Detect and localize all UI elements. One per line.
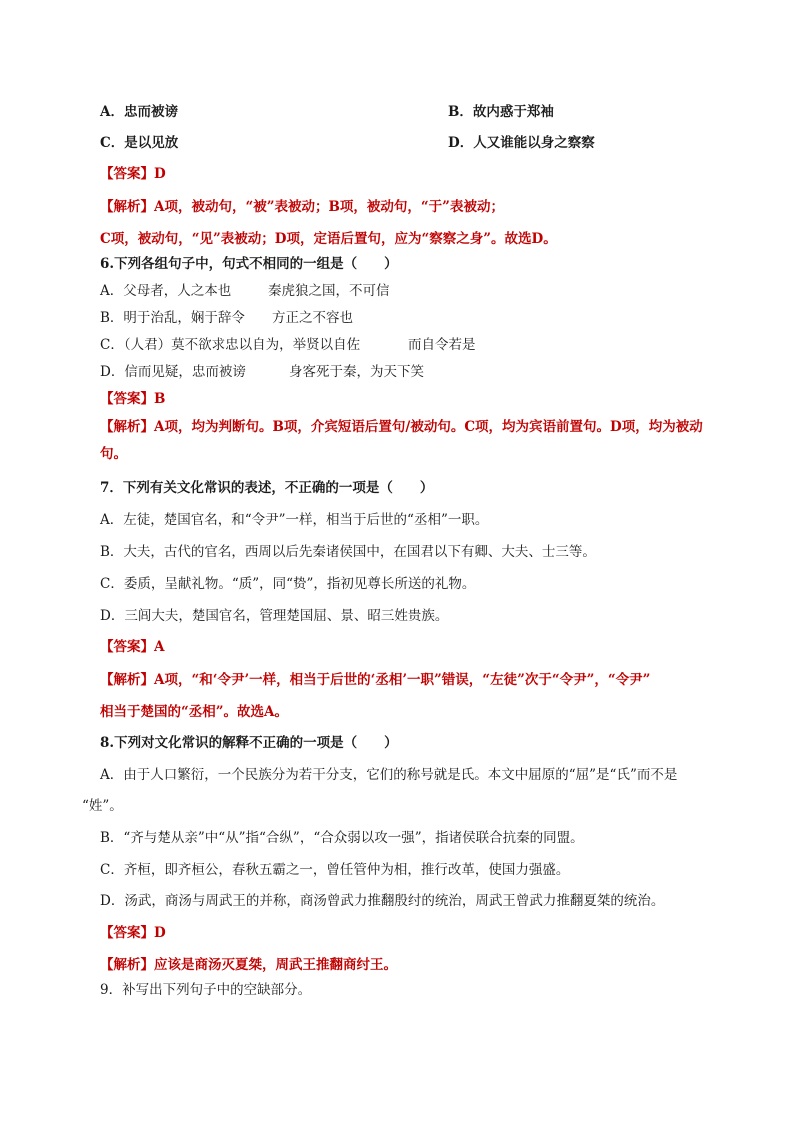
answer-tag: 【答案】 (100, 166, 154, 182)
q6-option-b (100, 309, 353, 327)
q5-analysis-line-1 (100, 198, 504, 216)
analysis-tag: 【解析】 (100, 419, 154, 435)
q9-stem: 9．补写出下列句子中的空缺部分。 (100, 982, 312, 998)
q7-option-a: A．左徒，楚国官名，和“令尹”一样，相当于后世的“丞相”一职。 (100, 512, 489, 528)
q6-option-c-part2: 而自令若是 (408, 337, 476, 353)
q6-option-b-part1: B．明于治乱，娴于辞令 (100, 310, 245, 326)
analysis-text: A项，“和‘令尹’一样，相当于后世的‘丞相’一职”错误，“左徒”次于“令尹”，“令尹” (154, 672, 651, 688)
analysis-text: A项，均为判断句。B项，介宾短语后置句/被动句。C项，均为宾语前置句。D项，均为被动 (154, 419, 703, 435)
q8-option-b: B．“齐与楚从亲”中“从”指“合纵”，“合众弱以攻一强”，指诸侯联合抗秦的同盟。 (100, 830, 584, 846)
q8-answer (100, 924, 166, 942)
q6-option-c-part1: C．（人君）莫不欲求忠以自为，举贤以自佐 (100, 337, 361, 353)
answer-tag: 【答案】 (100, 925, 154, 941)
answer-value: D (154, 925, 166, 941)
q8-analysis (100, 956, 397, 974)
q7-stem: 7．下列有关文化常识的表述，不正确的一项是（ ） (100, 480, 434, 496)
q6-answer (100, 390, 165, 408)
q7-analysis-line-2: 相当于楚国的“丞相”。故选A。 (100, 704, 289, 720)
q8-stem: 8.下列对文化常识的解释不正确的一项是（ ） (100, 735, 398, 751)
q7-option-b: B．大夫，古代的官名，西周以后先秦诸侯国中，在国君以下有卿、大夫、士三等。 (100, 544, 596, 560)
q7-answer (100, 638, 164, 656)
q5-option-c: C．是以见放 (100, 135, 179, 151)
q5-option-a: A．忠而被谤 (100, 104, 178, 120)
analysis-tag: 【解析】 (100, 672, 154, 688)
answer-value: D (154, 166, 166, 182)
q7-option-d: D．三闾大夫，楚国官名，管理楚国屈、景、昭三姓贵族。 (100, 608, 449, 624)
q8-option-d: D．汤武，商汤与周武王的并称，商汤曾武力推翻殷纣的统治，周武王曾武力推翻夏桀的统治。 (100, 893, 665, 909)
q8-option-a-line-2: “姓”。 (82, 798, 123, 814)
q6-option-d-part1: D．信而见疑，忠而被谤 (100, 364, 246, 380)
q5-option-b: B．故内惑于郑袖 (448, 104, 554, 120)
q5-option-row-2 (100, 134, 595, 152)
q6-option-a (100, 282, 390, 300)
answer-value: B (154, 391, 166, 407)
q7-analysis-line-1 (100, 671, 650, 689)
q6-option-a-part2: 秦虎狼之国，不可信 (268, 283, 390, 299)
q6-option-c (100, 336, 476, 354)
q6-option-d-part2: 身客死于秦，为天下笑 (289, 364, 424, 380)
q6-option-b-part2: 方正之不容也 (272, 310, 353, 326)
analysis-tag: 【解析】 (100, 199, 154, 215)
q5-option-row-1 (100, 103, 554, 121)
q8-option-c: C．齐桓，即齐桓公，春秋五霸之一，曾任管仲为相，推行改革，使国力强盛。 (100, 862, 570, 878)
q8-option-a-line-1: A．由于人口繁衍，一个民族分为若干分支，它们的称号就是氏。本文中屈原的“屈”是“氏”而不是 (100, 767, 678, 783)
answer-tag: 【答案】 (100, 391, 154, 407)
q5-answer (100, 165, 166, 183)
q5-analysis-line-2: C项，被动句，“见”表被动；D项，定语后置句，应为“察察之身”。故选D。 (100, 231, 557, 247)
q6-option-a-part1: A．父母者，人之本也 (100, 283, 232, 299)
q6-stem: 6.下列各组句子中，句式不相同的一组是（ ） (100, 256, 398, 272)
answer-tag: 【答案】 (100, 639, 154, 655)
q6-option-d (100, 363, 424, 381)
answer-value: A (154, 639, 165, 655)
q7-option-c: C．委质，呈献礼物。“质”，同“贽”，指初见尊长所送的礼物。 (100, 576, 476, 592)
q6-analysis-line-1 (100, 418, 703, 436)
q6-analysis-line-2: 句。 (100, 446, 127, 462)
analysis-text: A项，被动句，“被”表被动；B项，被动句，“于”表被动； (154, 199, 504, 215)
analysis-text: 应该是商汤灭夏桀，周武王推翻商纣王。 (154, 957, 397, 973)
q5-option-d: D．人又谁能以身之察察 (448, 135, 595, 151)
analysis-tag: 【解析】 (100, 957, 154, 973)
